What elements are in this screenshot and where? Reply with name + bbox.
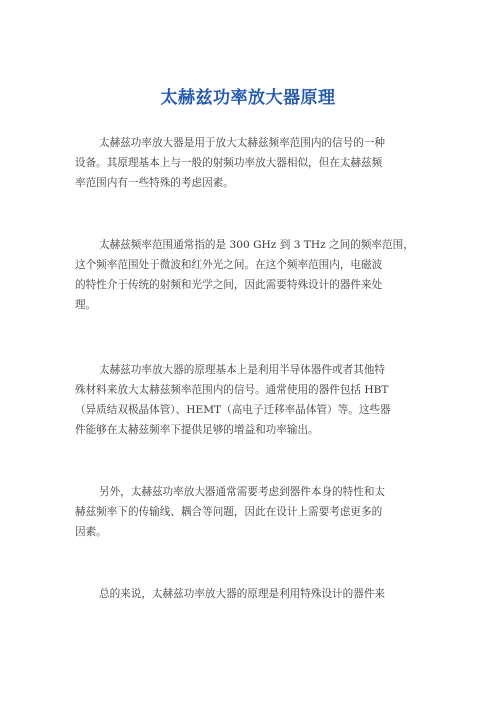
paragraph-line: 总的来说，太赫兹功率放大器的原理是利用特殊设计的器件来 — [99, 588, 386, 600]
paragraph-line: 太赫兹功率放大器的原理基本上是利用半导体器件或者其他特 — [99, 364, 386, 376]
paragraph-4 — [75, 482, 435, 542]
paragraph-line: 太赫兹功率放大器是用于放大太赫兹频率范围内的信号的一种 — [99, 137, 386, 149]
paragraph-5 — [75, 584, 435, 604]
paragraph-3 — [75, 360, 435, 440]
paragraph-line: 件能够在太赫兹频率下提供足够的增益和功率输出。 — [75, 424, 319, 436]
paragraph-line: 殊材料来放大太赫兹频率范围内的信号。通常使用的器件包括 HBT — [75, 384, 389, 396]
paragraph-line: （异质结双极晶体管）、HEMT（高电子迁移率晶体管）等。这些器 — [75, 404, 391, 416]
paragraph-line: 太赫兹频率范围通常指的是 300 GHz 到 3 THz 之间的频率范围， — [99, 239, 414, 251]
paragraph-1 — [75, 133, 435, 193]
paragraph-line: 另外，太赫兹功率放大器通常需要考虑到器件本身的特性和太 — [99, 486, 386, 498]
paragraph-line: 这个频率范围处于微波和红外光之间。在这个频率范围内，电磁波 — [75, 259, 383, 271]
paragraph-line: 因素。 — [75, 526, 107, 538]
paragraph-line: 率范围内有一些特殊的考虑因素。 — [75, 177, 234, 189]
document-title: 太赫兹功率放大器原理 — [160, 88, 336, 108]
paragraph-line: 的特性介于传统的射频和光学之间，因此需要特殊设计的器件来处 — [75, 279, 383, 291]
paragraph-line: 赫兹频率下的传输线、耦合等问题，因此在设计上需要考虑更多的 — [75, 506, 383, 518]
paragraph-line: 理。 — [75, 299, 97, 311]
paragraph-2 — [75, 235, 435, 315]
paragraph-line: 设备。其原理基本上与一般的射频功率放大器相似，但在太赫兹频 — [75, 157, 383, 169]
